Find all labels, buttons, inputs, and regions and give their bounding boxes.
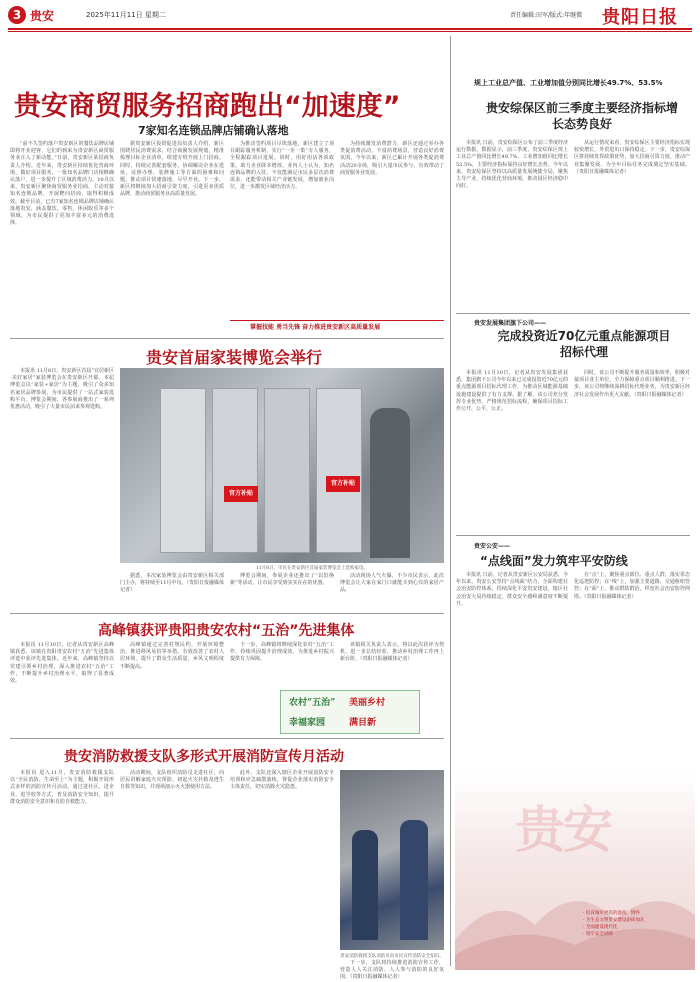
main-subheadline: 7家知名连锁品牌店铺确认落地: [138, 124, 289, 137]
section-name: 贵安: [30, 9, 55, 23]
right-top-kicker: 规上工业总产值、工业增加值分别同比增长49.7%、53.5%: [474, 79, 663, 87]
expo-photo: [120, 368, 444, 563]
village-slogan-box: [280, 690, 420, 734]
fire-col1: 本报讯 进入11月，贵安消防救援支队以“全民消防、生命至上”为主题，积极开展形式多样的消防宣传月活动，通过进社区、进企业、进学校等方式，普及消防安全知识，提升群众消防安全意识和自防自救能力。: [10, 770, 114, 805]
shopper-figure: [370, 408, 410, 558]
header-rule: [8, 28, 692, 30]
decoration-bullet-2: · 为生态文明贵安建设添砖加瓦: [583, 918, 645, 923]
fire-col2: 活动期间，支队组织消防员走进社区，向居民讲解家庭火灾预防、初起火灾扑救及逃生自救等知识，并现场演示灭火器使用方法。: [120, 770, 224, 791]
decoration-big-char: 贵安: [515, 800, 611, 859]
subsidy-badge-2: 官方补贴: [326, 476, 360, 492]
right-top-col2: 从运行情况来看，贵安综保区主要经济指标实现较快增长，外贸进出口保持稳定。下一步，贵安综保区将持续发挥政策优势，加大招商引资力度，推动产业集聚发展，为全年目标任务完成奠定坚实基础。（贵阳日报融媒体记者）: [574, 140, 690, 175]
right-mid-col1: 本报讯 11月10日，记者从贵安发展集团获悉，集团旗下公司今年以来已完成投资近70亿元的重点能源项目招标代理工作，为推动区域能源基础设施建设提供了有力支撑。据了解，该公司充分发挥专业优势，严格规范招标流程，确保项目招标工作公开、公平、公正。: [456, 370, 568, 413]
right-divider-2: [456, 535, 690, 536]
expo-top-rule: [10, 338, 444, 339]
expo-headline: 贵安首届家装博览会举行: [146, 348, 323, 367]
fire-headline: 贵安消防救援支队多形式开展消防宣传月活动: [64, 749, 344, 765]
slogan-line-a: 农村“五治”: [289, 698, 336, 708]
village-col2: 高峰镇通过完善村规民约、开展环境整治、推进移风易俗等举措，有效改善了农村人居环境，提升了群众生活质量，乡风文明程度不断提高。: [120, 642, 224, 670]
right-mid-kicker: 贵安发展集团旗下公司——: [474, 320, 547, 327]
fridge-2: [212, 388, 258, 553]
main-article-col2: 据贵安新区投资促进局负责人介绍，新区围绕居民消费需求，结合商圈发展规划，精准梳理目标企业清单，组建专班开展上门招商。同时，持续完善配套服务，协调解决企业在选址、证照办理、装修施工等方面的困难和问题，推动项目快速落地、尽早开业。下一步，新区将继续加大招商引资力度，引进更多优质品牌，推动商贸服务业高质量发展。: [120, 141, 224, 198]
right-top-headline: 贵安综保区前三季度主要经济指标增长态势良好: [485, 101, 678, 131]
expo-col3: 据悉，本次家装博览会由贵安新区相关部门主办，将持续至11月中旬。（贵阳日报融媒体记者）: [120, 573, 224, 594]
village-col3: 下一步，高峰镇将继续深化农村“五治”工作，持续巩固提升治理成效，为推进乡村振兴提供有力保障。: [230, 642, 334, 663]
main-article-col3: 为推动签约项目尽快落地，新区建立了项目跟踪服务机制，实行“一企一策”专人服务，全程跟踪项目进展。同时，用好用活各项政策，助力企业降本增效。业内人士认为，知名连锁品牌的入驻，不仅能满足市民多层次消费需求，还能带动相关产业链发展，增加就业岗位，进一步激发区域经济活力。: [230, 141, 334, 191]
expo-col5: 活动现场人气火爆，不少市民表示，此次博览会让大家在家门口就能买到心仪的家居产品。: [340, 573, 444, 594]
page-header: [0, 0, 700, 30]
expo-col4: 博览会期间，参展企业还推出了“以旧换新”等活动，让市民享受到实实在在的优惠。: [230, 573, 334, 587]
right-divider-1: [456, 313, 690, 314]
expo-photo-caption: 11月8日，市民在贵安新区首届家装博览会上选购家电。: [255, 566, 369, 571]
expo-col1: 本报讯 11月8日，贵安新区首届“宜居新区·美好家居”家装博览会在贵安新区开幕。本届博览会以“家装+家居”为主题，吸引了众多知名家居品牌参展，为市民提供了一站式家装选购平台。博览会期间，各参展商推出了一系列优惠活动，吸引了大量市民前来参观选购。: [10, 368, 114, 411]
right-mid-col2: 同时，该公司不断提升服务质量和效率，积极对接项目业主单位，全力保障重点项目顺利推进。下一步，该公司将继续深耕招标代理业务，为贵安新区经济社会发展作出更大贡献。（贵阳日报融媒体记者）: [574, 370, 690, 398]
fridge-3: [264, 388, 310, 553]
right-bot-col1: 本报讯 日前，记者从贵安新区公安局获悉，今年以来，贵安公安坚持“点线面”结合，全面构建社会治安防控体系，持续深化平安贵安建设，辖区社会治安大局持续稳定，群众安全感和满意度不断提升。: [456, 572, 568, 607]
main-article-col4: 为持续激发消费潜力，新区还通过举办各类促消费活动，丰富消费场景，营造良好消费氛围。今年以来，新区已累计开展各类促消费活动20余场，吸引大量市民参与，有效带动了商贸服务业发展。: [340, 141, 444, 176]
decoration-panel: [455, 770, 695, 970]
right-bot-col2: 在“点”上，聚焦重点部位、重点人群，落实常态化巡逻防控；在“线”上，加强主要道路、交通枢纽管控；在“面”上，推动群防群治，织密社会治安防控网络。（贵阳日报融媒体记者）: [574, 572, 690, 600]
decoration-bullet-4: · 筑牢安全屏障: [583, 932, 613, 937]
fire-col3: 此外，支队还深入辖区企业开展消防安全培训和应急疏散演练，督促企业落实消防安全主体责任，切实消除火灾隐患。: [230, 770, 334, 791]
fridge-4: [316, 388, 362, 553]
fire-photo: [340, 770, 444, 950]
slogan-line-d: 满目新: [349, 718, 377, 728]
banner-slogan: 掌握技能 勇当先锋 奋力推进贵安新区高质量发展: [250, 324, 381, 331]
decoration-bullet-1: · 培育城市更高的温度、情怀: [583, 911, 640, 916]
main-banner: [230, 320, 444, 332]
right-mid-headline: 完成投资近70亿元重点能源项目招标代理: [497, 329, 671, 359]
firefighter-figure-1: [352, 830, 378, 940]
main-headline: 贵安商贸服务招商跑出“加速度”: [14, 91, 401, 122]
firefighter-figure-2: [400, 820, 428, 940]
fridge-1: [160, 388, 206, 553]
village-headline: 高峰镇获评贵阳贵安农村“五治”先进集体: [98, 623, 355, 639]
column-divider: [450, 36, 451, 966]
fire-col4: 下一步，支队将持续推进消防宣传工作，营造人人关注消防、人人参与消防的良好氛围。（贵阳日报融媒体记者）: [340, 960, 444, 981]
village-top-rule: [10, 613, 444, 614]
masthead-logo: 贵阳日报: [602, 7, 678, 28]
subsidy-badge-1: 官方补贴: [224, 486, 258, 502]
fire-top-rule: [10, 738, 444, 739]
village-col4: 该镇相关负责人表示，将以此次获评为契机，进一步总结经验，推动乡村治理工作再上新台阶。（贵阳日报融媒体记者）: [340, 642, 444, 663]
slogan-line-c: 幸福家园: [289, 718, 326, 728]
issue-date: 2025年11月11日 星期二: [86, 11, 166, 19]
right-top-col1: 本报讯 日前，贵安综保区公布了前三季度经济运行数据。数据显示，前三季度，贵安综保区规上工业总产值同比增长49.7%，工业增加值同比增长53.5%，主要经济指标保持良好增长态势。今年以来，贵安综保区坚持以高质量发展统揽全局，聚焦主导产业，持续优化营商环境，推动园区经济稳中向好。: [456, 140, 568, 190]
village-col1: 本报讯 11月10日，记者从贵安新区高峰镇获悉，该镇在贵阳贵安农村“五治”先进集体评选中获评先进集体。近年来，高峰镇坚持以党建引领乡村治理，深入推进农村“五治”工作，不断提升乡村治理水平，取得了显著成效。: [10, 642, 114, 685]
slogan-line-b: 美丽乡村: [349, 698, 386, 708]
page-number-badge: 3: [8, 6, 26, 24]
header-rule-thin: [8, 31, 692, 32]
decoration-bullet-3: · 全面建设现代化: [583, 925, 618, 930]
fire-photo-caption: 贵安消防救援支队消防员向市民宣传消防安全知识。: [340, 954, 444, 959]
editors-line: 责任编辑:田军/版式:年继微: [510, 12, 583, 19]
right-bot-headline: “点线面”发力筑牢平安防线: [480, 554, 628, 568]
right-bot-kicker: 贵安公安——: [474, 543, 511, 550]
main-article-col1: “前不久签约落户贵安新区的餐饮品牌店铺即将开业迎客，它们的到来为贵安新区商贸服务业注入了新动能。”日前，贵安新区某招商负责人介绍。近年来，贵安新区持续优化营商环境，做好项目服务，一批知名品牌门店相继确认落户，进一步提升了区域消费活力。10月以来，贵安新区聚焦商贸服务业招商，主动对接知名连锁品牌，开展靶向招商，取得积极成效。截至目前，已有7家知名连锁品牌店铺确认落地贵安，涵盖餐饮、零售、休闲娱乐等多个领域，为市民提供了更加丰富多元的消费选择。: [10, 141, 114, 227]
